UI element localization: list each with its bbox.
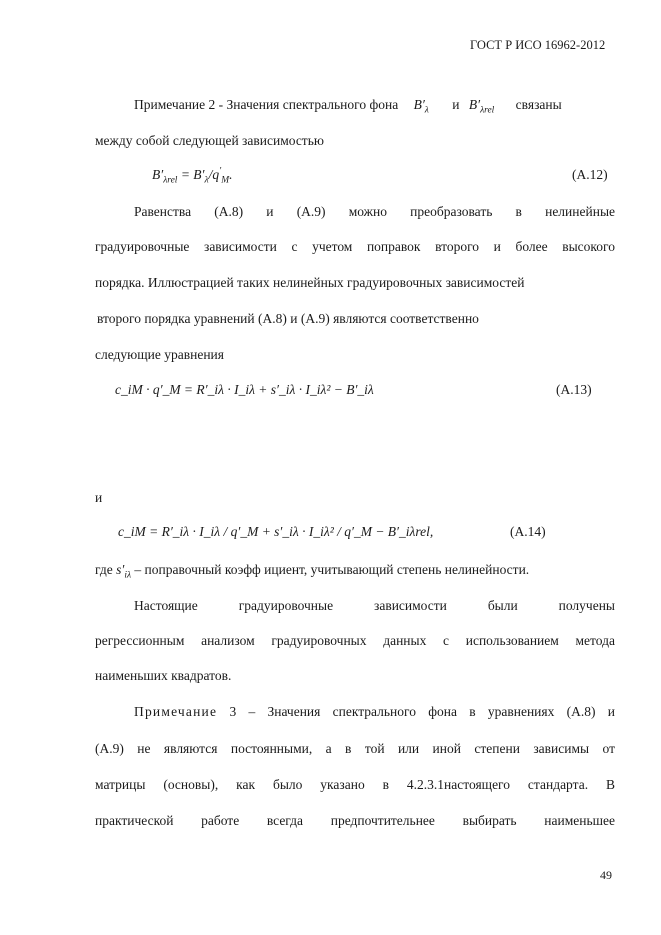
para2-line1: Настоящие градуировочные зависимости были получены	[134, 598, 615, 613]
equation-a12-number: (A.12)	[572, 167, 608, 182]
equation-a13-number: (A.13)	[556, 382, 592, 397]
note2-line1	[134, 97, 562, 116]
note3-line2: (А.9) не являются постоянными, а в той или иной степени зависимы от	[95, 741, 615, 756]
para1-line1: Равенства (А.8) и (А.9) можно преобразовать в нелинейные	[134, 204, 615, 219]
conjunction-and: и	[95, 490, 103, 505]
document-header: ГОСТ Р ИСО 16962-2012	[470, 38, 606, 52]
note2-symbol-b-lambda: $B'_\lambda$	[413, 97, 429, 116]
note3-line1: Примечание 3 – Значения спектрального фона в уравнениях (А.8) и	[134, 704, 616, 719]
para1-line5: следующие уравнения	[95, 347, 224, 362]
para2-line3: наименьших квадратов.	[95, 668, 232, 683]
note3-label: Примечание	[134, 704, 218, 719]
para1-line4: второго порядка уравнений (А.8) и (А.9) являются соответственно	[97, 311, 479, 326]
note2-line2: между собой следующей зависимостью	[95, 133, 324, 148]
note2-tail: связаны	[515, 97, 562, 112]
note3-line4: практической работе всегда предпочтительнее выбирать наименьшее	[95, 813, 615, 828]
note2-symbol-b-lambda-rel: $B'_{\lambda rel}$	[468, 97, 495, 116]
equation-a14-number: (A.14)	[510, 524, 546, 539]
para2-line2: регрессионным анализом градуировочных данных с использованием метода	[95, 633, 615, 648]
note2-and: и	[452, 97, 460, 112]
para1-line3: порядка. Иллюстрацией таких нелинейных градуировочных зависимостей	[95, 275, 525, 290]
note3-line3: матрицы (основы), как было указано в 4.2.3.1настоящего стандарта. В	[95, 777, 615, 792]
equation-a12: $B'_{\lambda rel} = B'_\lambda/q'_M$.	[152, 166, 233, 186]
note2-lead: Примечание 2 - Значения спектрального фона	[134, 97, 399, 112]
equation-a13: c_iM · q′_M = R′_iλ · I_iλ + s′_iλ · I_iλ² − B′_iλ	[115, 382, 374, 397]
page-number: 49	[600, 868, 612, 882]
equation-a14: c_iM = R′_iλ · I_iλ / q′_M + s′_iλ · I_iλ² / q′_M − B′_iλrel,	[118, 524, 434, 539]
where-line: где $s'_{i\lambda}$ – поправочный коэфф ициент, учитывающий степень нелинейности.	[95, 562, 530, 581]
para1-line2: градуировочные зависимости с учетом поправок второго и более высокого	[95, 239, 615, 254]
where-symbol: $s'_{i\lambda}$	[116, 562, 132, 581]
